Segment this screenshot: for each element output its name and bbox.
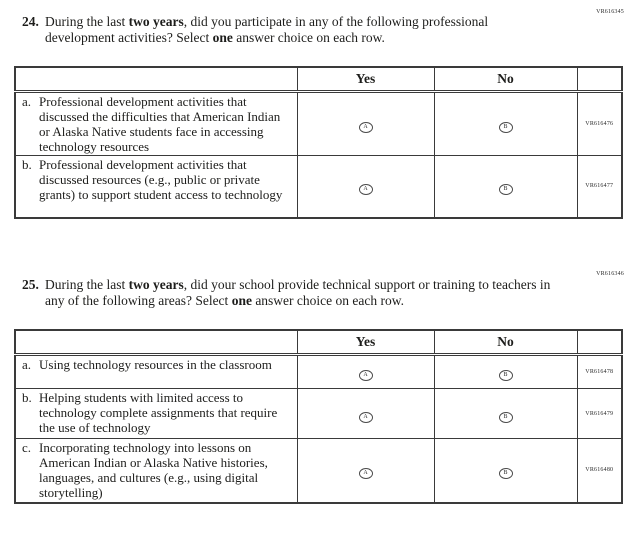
no-option-bubble[interactable]: B: [499, 184, 513, 195]
row-text: Professional development activities that discussed resources (e.g., public or private grants) to support student access to technology: [39, 157, 283, 202]
yes-option-bubble[interactable]: A: [359, 122, 373, 133]
q25-row-c-statement: [15, 439, 297, 503]
q25-row-a-code: VR616478: [577, 355, 622, 389]
row-text: Using technology resources in the classroom: [39, 357, 272, 372]
q25-row-c-code: VR616480: [577, 439, 622, 503]
q24-seg2: , did you participate in any of the following professional development activities? Select: [45, 14, 489, 45]
q24-row-b-code: VR616477: [577, 156, 622, 218]
q25-row-b-statement: [15, 389, 297, 439]
q24-row-a-no-cell: [434, 92, 577, 156]
q25-header-statement: [15, 330, 297, 355]
q25-row-c-no-cell: [434, 439, 577, 503]
row-text: Helping students with limited access to technology complete assignments that require the use of technology: [39, 390, 278, 435]
yes-option-bubble[interactable]: A: [359, 184, 373, 195]
no-option-bubble[interactable]: B: [499, 122, 513, 133]
q24-row-b-no-cell: [434, 156, 577, 218]
yes-option-bubble[interactable]: A: [359, 412, 373, 423]
row-letter: b.: [22, 390, 32, 405]
row-text: Professional development activities that discussed the difficulties that American Indian or Alaska Native students face in accessing technology resources: [39, 94, 281, 154]
question-24-number: 24.: [22, 14, 39, 29]
q25-table: [14, 329, 623, 504]
q24-row-a-statement: [15, 92, 297, 156]
q24-header-statement: [15, 67, 297, 92]
q25-row-c-yes-cell: [297, 439, 434, 503]
q24-header-no: No: [434, 67, 577, 92]
q25-row-a-no-cell: [434, 355, 577, 389]
q24-header-yes: Yes: [297, 67, 434, 92]
q25-seg2: , did your school provide technical support or training to teachers in any of the following areas? Select: [45, 277, 551, 308]
q24-seg3: answer choice on each row.: [232, 30, 385, 45]
row-letter: b.: [22, 157, 32, 172]
q25-row-b-no-cell: [434, 389, 577, 439]
q24-row-b-statement: [15, 156, 297, 218]
q25-row-b-yes-cell: [297, 389, 434, 439]
q24-row-a-yes-cell: [297, 92, 434, 156]
vr-code-q25: VR616346: [596, 271, 624, 277]
q25-table-header-row: [15, 330, 622, 355]
question-24-text: [45, 14, 557, 46]
q25-bold1: two years: [128, 277, 184, 292]
q25-header-no: No: [434, 330, 577, 355]
row-letter: a.: [22, 94, 32, 109]
q25-row-b: [15, 389, 622, 439]
vr-code-q24: VR616345: [596, 9, 624, 15]
row-letter: c.: [22, 440, 32, 455]
q25-header-yes: Yes: [297, 330, 434, 355]
q25-row-a-statement: [15, 355, 297, 389]
q25-header-code: [577, 330, 622, 355]
no-option-bubble[interactable]: B: [499, 370, 513, 381]
row-text: Incorporating technology into lessons on American Indian or Alaska Native histories, languages, and cultures (e.g., using digital storytelling): [39, 440, 268, 500]
no-option-bubble[interactable]: B: [499, 468, 513, 479]
q24-row-b: [15, 156, 622, 218]
q24-bold1: two years: [128, 14, 184, 29]
q24-header-code: [577, 67, 622, 92]
question-24: [22, 14, 557, 46]
no-option-bubble[interactable]: B: [499, 412, 513, 423]
q25-row-a-yes-cell: [297, 355, 434, 389]
q24-table: [14, 66, 623, 219]
question-25-text: [45, 277, 557, 309]
q25-row-b-code: VR616479: [577, 389, 622, 439]
q25-row-c: [15, 439, 622, 503]
q24-row-b-yes-cell: [297, 156, 434, 218]
row-letter: a.: [22, 357, 32, 372]
q24-table-header-row: [15, 67, 622, 92]
q24-seg1: During the last: [45, 14, 129, 29]
q25-row-a: [15, 355, 622, 389]
yes-option-bubble[interactable]: A: [359, 370, 373, 381]
q25-seg1: During the last: [45, 277, 129, 292]
question-25: [22, 277, 557, 309]
yes-option-bubble[interactable]: A: [359, 468, 373, 479]
question-25-number: 25.: [22, 277, 39, 292]
q24-row-a: [15, 92, 622, 156]
q24-bold2: one: [212, 30, 233, 45]
q24-row-a-code: VR616476: [577, 92, 622, 156]
q25-bold2: one: [231, 293, 252, 308]
q25-seg3: answer choice on each row.: [251, 293, 404, 308]
